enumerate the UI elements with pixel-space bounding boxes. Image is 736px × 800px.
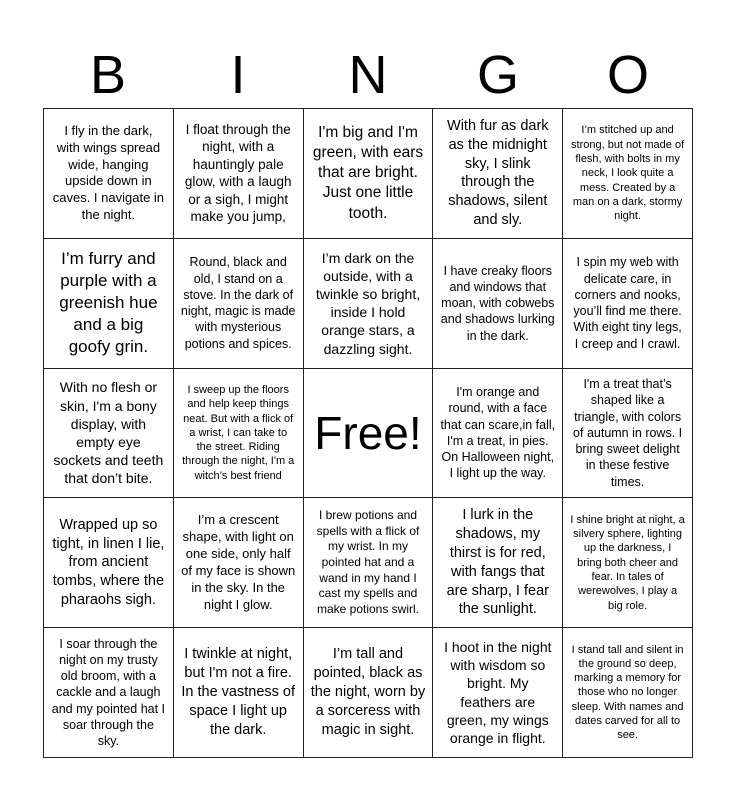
header-letter-o: O (606, 45, 649, 105)
bingo-cell[interactable]: I hoot in the night with wisdom so bright. My feathers are green, my wings orange in flight. (433, 628, 563, 758)
bingo-cell[interactable]: I spin my web with delicate care, in corners and nooks, you’ll find me there. With eight tiny legs, I creep and I crawl. (563, 239, 693, 369)
header-letter-i: I (230, 45, 246, 105)
bingo-cell[interactable]: I'm a treat that’s shaped like a triangle, with colors of autumn in rows. I bring sweet delight in these festive times. (563, 369, 693, 499)
bingo-cell[interactable]: I have creaky floors and windows that moan, with cobwebs and shadows lurking in the dark. (433, 239, 563, 369)
bingo-cell[interactable]: I shine bright at night, a silvery sphere, lighting up the darkness, I bring both cheer and fear. In tales of werewolves, I play a big role. (563, 498, 693, 628)
header-letter-b: B (89, 45, 127, 105)
bingo-cell[interactable]: I'm big and I'm green, with ears that are bright. Just one little tooth. (304, 109, 434, 239)
free-space-cell[interactable]: Free! (304, 369, 434, 499)
bingo-cell[interactable]: I fly in the dark, with wings spread wide, hanging upside down in caves. I navigate in the night. (44, 109, 174, 239)
header-letter-n: N (348, 45, 388, 105)
bingo-cell[interactable]: Round, black and old, I stand on a stove. In the dark of night, magic is made with mysterious potions and spices. (174, 239, 304, 369)
bingo-cell[interactable]: I’m tall and pointed, black as the night, worn by a sorceress with magic in sight. (304, 628, 434, 758)
bingo-cell[interactable]: I lurk in the shadows, my thirst is for red, with fangs that are sharp, I fear the sunlight. (433, 498, 563, 628)
bingo-cell[interactable]: With fur as dark as the midnight sky, I slink through the shadows, silent and sly. (433, 109, 563, 239)
bingo-cell[interactable]: I sweep up the floors and help keep things neat. But with a flick of a wrist, I can take to the street. Riding through the night, I'm a witch’s best friend (174, 369, 304, 499)
bingo-cell[interactable]: I soar through the night on my trusty old broom, with a cackle and a laugh and my pointed hat I soar through the sky. (44, 628, 174, 758)
bingo-cell[interactable]: With no flesh or skin, I'm a bony display, with empty eye sockets and teeth that don’t bite. (44, 369, 174, 499)
bingo-header (43, 42, 693, 108)
bingo-cell[interactable]: I’m dark on the outside, with a twinkle so bright, inside I hold orange stars, a dazzling sight. (304, 239, 434, 369)
bingo-cell[interactable]: I float through the night, with a hauntingly pale glow, with a laugh or a sigh, I might make you jump, (174, 109, 304, 239)
bingo-cell[interactable]: I brew potions and spells with a flick of my wrist. In my pointed hat and a wand in my hand I cast my spells and make potions swirl. (304, 498, 434, 628)
bingo-cell[interactable]: I’m stitched up and strong, but not made of flesh, with bolts in my neck, I look quite a mess. Created by a man on a dark, stormy night. (563, 109, 693, 239)
bingo-cell[interactable]: Wrapped up so tight, in linen I lie, from ancient tombs, where the pharaohs sigh. (44, 498, 174, 628)
bingo-cell[interactable]: I'm orange and round, with a face that can scare,in fall, I'm a treat, in pies. On Halloween night, I light up the way. (433, 369, 563, 499)
bingo-cell[interactable]: I twinkle at night, but I'm not a fire. In the vastness of space I light up the dark. (174, 628, 304, 758)
bingo-cell[interactable]: I’m furry and purple with a greenish hue and a big goofy grin. (44, 239, 174, 369)
bingo-cell[interactable]: I stand tall and silent in the ground so deep, marking a memory for those who no longer sleep. With names and dates carved for all to see. (563, 628, 693, 758)
bingo-cell[interactable]: I’m a crescent shape, with light on one side, only half of my face is shown in the sky. In the night I glow. (174, 498, 304, 628)
bingo-grid (43, 108, 693, 758)
header-letter-g: G (476, 45, 519, 105)
